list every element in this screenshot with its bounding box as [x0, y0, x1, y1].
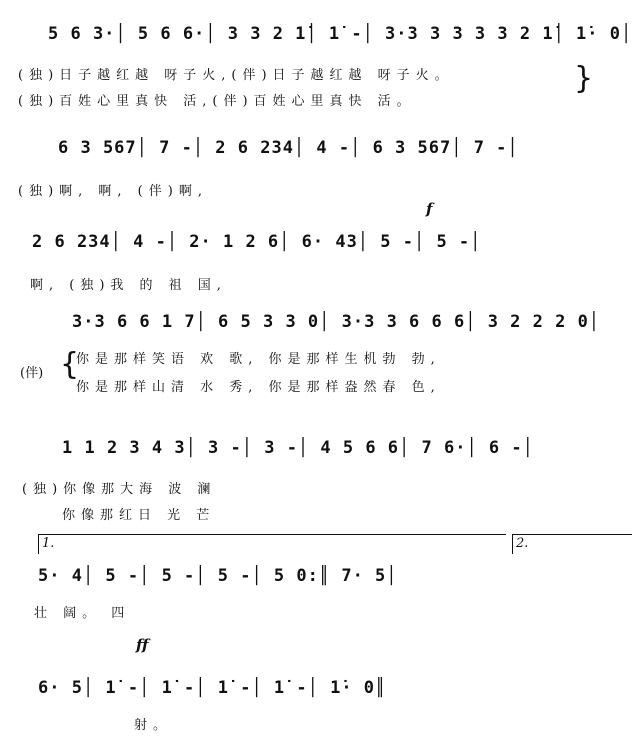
- lyric-verse-2: (独)百姓心里真快 活,(伴)百姓心里真快 活。: [18, 94, 416, 109]
- notation-line: 1 1 2 3 4 3│ 3 -│ 3 -│ 4 5 6 6│ 7 6·│ 6 -│: [62, 438, 534, 458]
- notation-line: 6 3 567│ 7 -│ 2 6 234│ 4 -│ 6 3 567│ 7 -│: [58, 138, 519, 158]
- volta-1-bracket: [38, 534, 506, 535]
- lyric-verse-1: 射。: [134, 718, 173, 733]
- notation-line: 6· 5│ 1̇ -│ 1̇ -│ 1̇ -│ 1̇ -│ 1̇· 0║: [38, 678, 387, 698]
- lyric-prefix: (伴): [20, 366, 44, 381]
- volta-2-bracket-left: [512, 534, 513, 554]
- volta-1-bracket-left: [38, 534, 39, 554]
- score-row-6: [0, 530, 638, 630]
- dynamic-mark: f: [426, 200, 433, 218]
- score-row-1: [0, 14, 638, 114]
- notation-line: 2 6 234│ 4 -│ 2· 1 2 6│ 6· 43│ 5 -│ 5 -│: [32, 232, 482, 252]
- volta-2-label: 2.: [516, 536, 529, 551]
- score-row-4: [0, 296, 638, 406]
- verse-brace-right: }: [574, 61, 594, 96]
- notation-line: 3·3 6 6 1 7│ 6 5 3 3 0│ 3·3 3 6 6 6│ 3 2 2 2 0│: [72, 312, 601, 332]
- lyric-verse-1: 壮 阔。 四: [34, 606, 131, 621]
- lyric-verse-1: 你是那样笑语 欢 歌, 你是那样生机勃 勃,: [76, 352, 441, 367]
- lyric-verse-1: (独)啊, 啊, (伴)啊,: [18, 184, 208, 199]
- volta-1-label: 1.: [42, 536, 55, 551]
- score-row-2: [0, 124, 638, 204]
- lyric-verse-2: 你是那样山清 水 秀, 你是那样盎然春 色,: [76, 380, 441, 395]
- lyric-verse-1: (独)日子越红越 呀子火,(伴)日子越红越 呀子火。: [18, 68, 454, 83]
- lyric-verse-1: 啊, (独)我 的 祖 国,: [30, 278, 227, 293]
- verse-brace-left: {: [60, 347, 80, 382]
- score-row-5: [0, 424, 638, 524]
- volta-2-bracket: [512, 534, 632, 535]
- score-row-3: [0, 200, 638, 293]
- dynamic-mark: ff: [136, 636, 149, 654]
- notation-line: 5· 4│ 5 -│ 5 -│ 5 -│ 5 0:║ 7· 5│: [38, 566, 398, 586]
- score-row-7: [0, 636, 638, 746]
- lyric-verse-2: 你像那红日 光 芒: [62, 508, 216, 523]
- lyric-verse-1: (独)你像那大海 波 澜: [22, 482, 217, 497]
- notation-line: 5 6 3·│ 5 6 6·│ 3 3 2 1̇│ 1̇ -│ 3·3 3 3 3 3 2 1̇│ 1̇· 0│: [48, 24, 633, 44]
